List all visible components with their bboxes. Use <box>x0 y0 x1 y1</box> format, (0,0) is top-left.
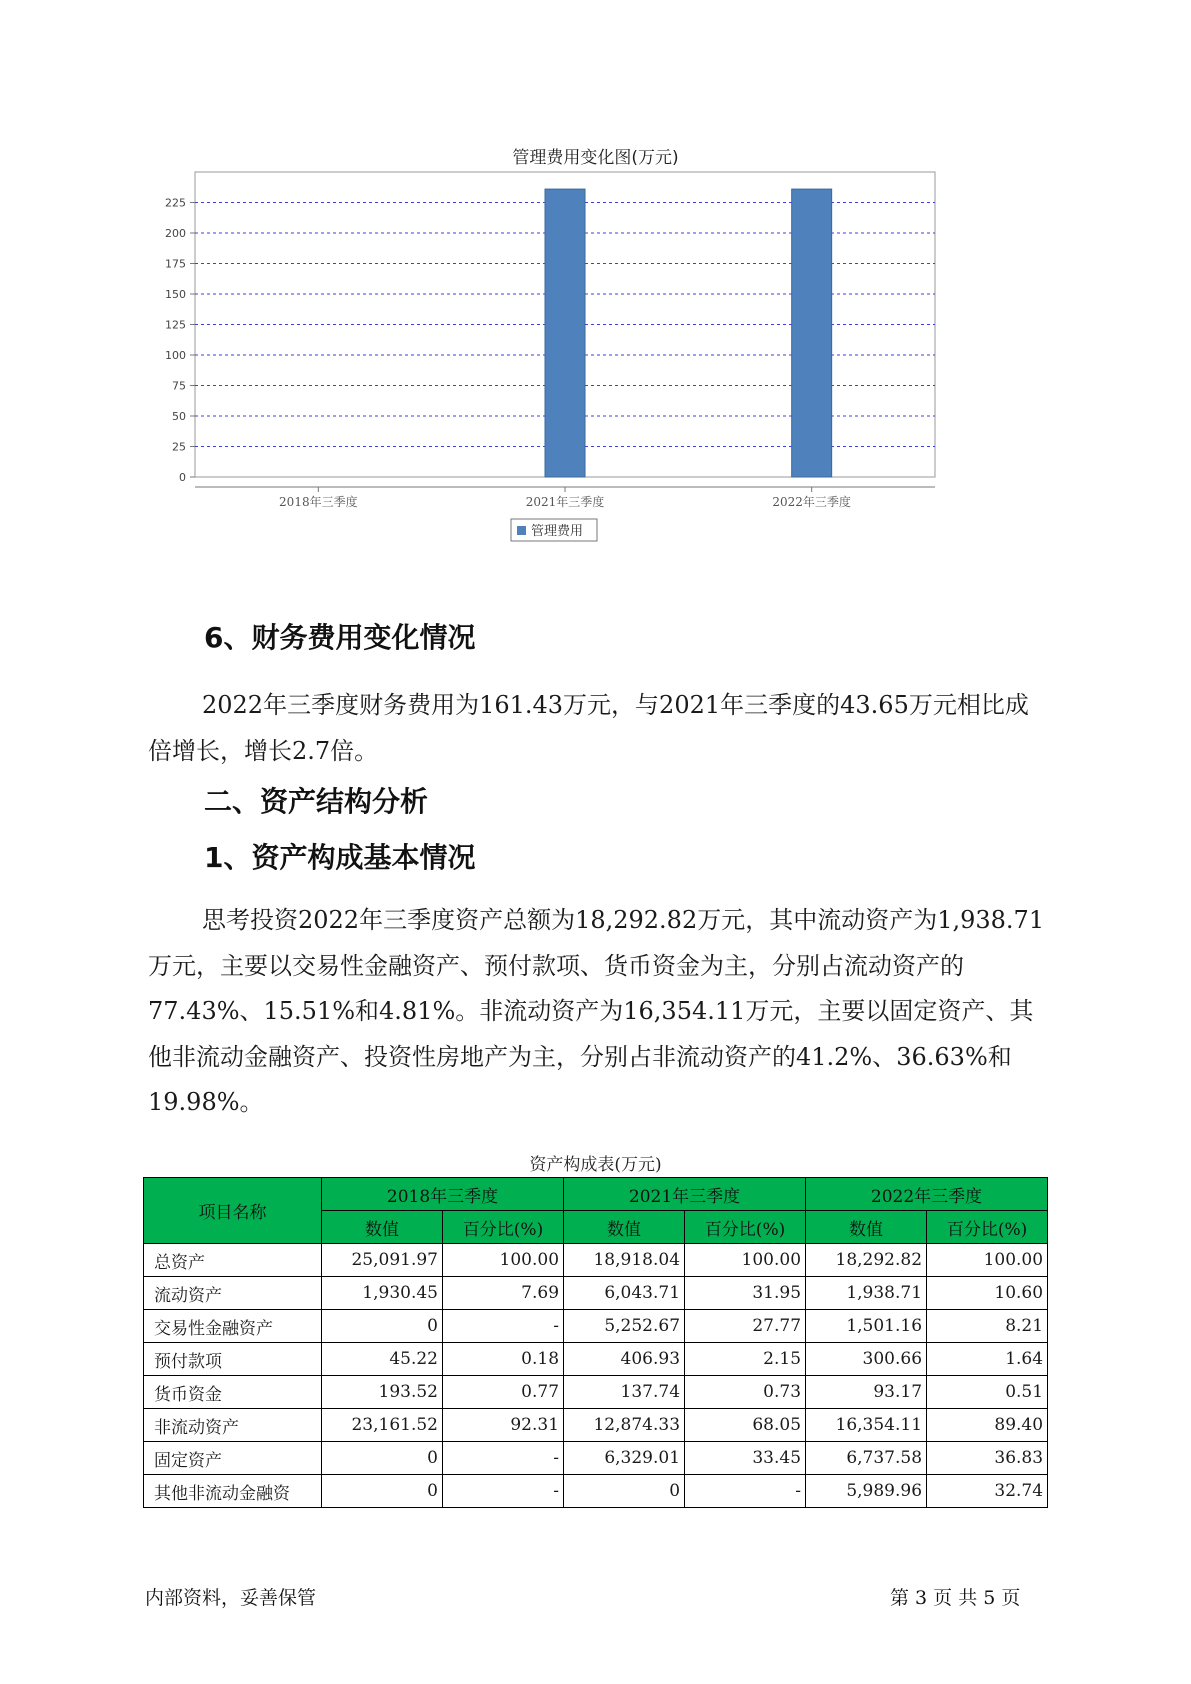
cell-percent: 89.40 <box>927 1409 1048 1442</box>
footer-confidential-note: 内部资料，妥善保管 <box>145 1587 317 1609</box>
cell-value: 93.17 <box>806 1376 927 1409</box>
cell-percent: 68.05 <box>685 1409 806 1442</box>
row-item-name: 固定资产 <box>144 1442 322 1475</box>
y-tick-label: 0 <box>179 471 186 484</box>
heading-asset-structure: 二、资产结构分析 <box>204 785 429 818</box>
row-item-name: 交易性金融资产 <box>144 1310 322 1343</box>
row-item-name: 预付款项 <box>144 1343 322 1376</box>
cell-percent: 92.31 <box>443 1409 564 1442</box>
legend-swatch <box>517 526 526 535</box>
cell-value: 137.74 <box>564 1376 685 1409</box>
cell-percent: 0.51 <box>927 1376 1048 1409</box>
cell-percent: 2.15 <box>685 1343 806 1376</box>
cell-percent: - <box>685 1475 806 1508</box>
paragraph-asset-composition: 思考投资2022年三季度资产总额为18,292.82万元，其中流动资产为1,938.71万元，主要以交易性金融资产、预付款项、货币资金为主，分别占流动资产的77.43%、15.51%和4.81%。非流动资产为16,354.11万元，主要以固定资产、其他非流动金融资产、投资性房地产为主，分别占非流动资产的41.2%、36.63%和19.98%。 <box>148 906 1045 1116</box>
cell-value: 12,874.33 <box>564 1409 685 1442</box>
x-tick-label: 2021年三季度 <box>525 495 605 509</box>
cell-value: 193.52 <box>322 1376 443 1409</box>
table-row <box>144 1277 1048 1310</box>
cell-value: 18,918.04 <box>564 1244 685 1277</box>
header-value: 数值 <box>564 1211 685 1244</box>
row-item-name: 其他非流动金融资 <box>144 1475 322 1508</box>
cell-value: 6,043.71 <box>564 1277 685 1310</box>
cell-percent: 33.45 <box>685 1442 806 1475</box>
y-tick-label: 50 <box>172 410 186 423</box>
cell-percent: 0.73 <box>685 1376 806 1409</box>
header-percent: 百分比(%) <box>927 1211 1048 1244</box>
footer-page-number: 第 3 页 共 5 页 <box>890 1587 1021 1609</box>
header-period: 2018年三季度 <box>322 1178 564 1211</box>
row-item-name: 总资产 <box>144 1244 322 1277</box>
cell-value: 0 <box>564 1475 685 1508</box>
heading-asset-composition: 1、资产构成基本情况 <box>204 841 476 874</box>
table-row <box>144 1376 1048 1409</box>
table-row <box>144 1475 1048 1508</box>
row-item-name: 货币资金 <box>144 1376 322 1409</box>
y-tick-label: 150 <box>165 288 186 301</box>
y-tick-label: 225 <box>165 196 186 210</box>
cell-percent: 36.83 <box>927 1442 1048 1475</box>
cell-value: 5,989.96 <box>806 1475 927 1508</box>
cell-value: 0 <box>322 1442 443 1475</box>
cell-value: 0 <box>322 1475 443 1508</box>
table-row <box>144 1442 1048 1475</box>
cell-value: 1,938.71 <box>806 1277 927 1310</box>
bar <box>792 189 832 477</box>
legend-label: 管理费用 <box>531 524 584 539</box>
heading-financial-expense: 6、财务费用变化情况 <box>204 621 476 654</box>
asset-composition-table <box>143 1177 1048 1508</box>
cell-percent: 7.69 <box>443 1277 564 1310</box>
table-row <box>144 1343 1048 1376</box>
cell-percent: 100.00 <box>927 1244 1048 1277</box>
table-caption: 资产构成表(万元) <box>529 1155 662 1175</box>
asset-table-body <box>144 1244 1048 1508</box>
cell-value: 45.22 <box>322 1343 443 1376</box>
cell-value: 25,091.97 <box>322 1244 443 1277</box>
chart-title: 管理费用变化图(万元) <box>512 148 679 168</box>
header-item-name: 项目名称 <box>144 1178 322 1244</box>
cell-value: 300.66 <box>806 1343 927 1376</box>
y-tick-label: 125 <box>165 318 186 332</box>
cell-percent: 32.74 <box>927 1475 1048 1508</box>
management-expense-chart <box>0 0 1191 600</box>
cell-value: 18,292.82 <box>806 1244 927 1277</box>
cell-percent: 10.60 <box>927 1277 1048 1310</box>
row-item-name: 非流动资产 <box>144 1409 322 1442</box>
cell-value: 6,737.58 <box>806 1442 927 1475</box>
table-row <box>144 1409 1048 1442</box>
paragraph-financial-expense: 2022年三季度财务费用为161.43万元，与2021年三季度的43.65万元相比成倍增长，增长2.7倍。 <box>148 691 1029 765</box>
cell-percent: 0.77 <box>443 1376 564 1409</box>
cell-percent: 0.18 <box>443 1343 564 1376</box>
cell-percent: 1.64 <box>927 1343 1048 1376</box>
row-item-name: 流动资产 <box>144 1277 322 1310</box>
cell-value: 6,329.01 <box>564 1442 685 1475</box>
cell-percent: - <box>443 1475 564 1508</box>
header-value: 数值 <box>806 1211 927 1244</box>
cell-value: 0 <box>322 1310 443 1343</box>
cell-value: 23,161.52 <box>322 1409 443 1442</box>
cell-percent: - <box>443 1442 564 1475</box>
x-tick-label: 2022年三季度 <box>772 495 851 509</box>
cell-value: 16,354.11 <box>806 1409 927 1442</box>
cell-percent: 8.21 <box>927 1310 1048 1343</box>
header-period: 2022年三季度 <box>806 1178 1048 1211</box>
y-tick-label: 25 <box>172 440 186 454</box>
cell-value: 1,930.45 <box>322 1277 443 1310</box>
bar <box>545 189 585 477</box>
y-tick-label: 100 <box>165 349 186 362</box>
header-percent: 百分比(%) <box>443 1211 564 1244</box>
cell-percent: 100.00 <box>685 1244 806 1277</box>
header-period: 2021年三季度 <box>564 1178 806 1211</box>
table-row <box>144 1310 1048 1343</box>
x-tick-label: 2018年三季度 <box>279 495 358 509</box>
cell-percent: 31.95 <box>685 1277 806 1310</box>
cell-percent: - <box>443 1310 564 1343</box>
cell-percent: 100.00 <box>443 1244 564 1277</box>
header-percent: 百分比(%) <box>685 1211 806 1244</box>
y-tick-label: 75 <box>172 379 186 393</box>
cell-percent: 27.77 <box>685 1310 806 1343</box>
y-tick-label: 175 <box>165 257 186 271</box>
header-value: 数值 <box>322 1211 443 1244</box>
cell-value: 5,252.67 <box>564 1310 685 1343</box>
cell-value: 1,501.16 <box>806 1310 927 1343</box>
table-row <box>144 1244 1048 1277</box>
cell-value: 406.93 <box>564 1343 685 1376</box>
y-tick-label: 200 <box>165 227 186 240</box>
